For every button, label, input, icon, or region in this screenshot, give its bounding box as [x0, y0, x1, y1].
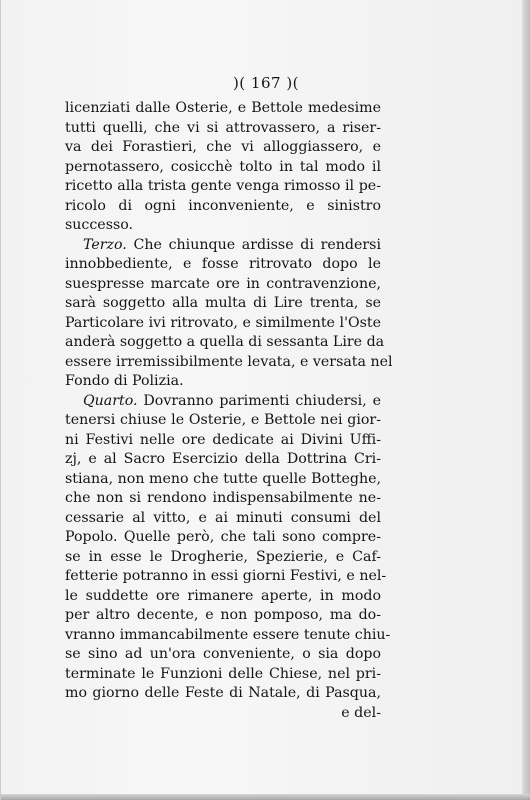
paragraph-quarto-start: Quarto. Dovranno parimenti chiudersi, e	[83, 392, 381, 409]
text-line: sarà soggetto alla multa di Lire trenta, se	[65, 295, 381, 311]
text-line: che non si rendono indispensabilmente ne-	[65, 490, 381, 506]
text-line: Fondo di Polizia.	[65, 373, 184, 389]
page-edge-right	[522, 0, 530, 800]
text-line: pernotassero, cosicchè tolto in tal modo il	[65, 158, 381, 175]
text-line: suespresse marcate ore in contravenzione,	[65, 275, 381, 292]
text-line: stiana, non meno che tutte quelle Botteghe,	[65, 470, 381, 487]
text-line: Popolo. Quelle però, che tali sono compre-	[65, 529, 381, 545]
text-line: per altro decente, e non pomposo, ma do-	[65, 607, 381, 623]
text-line: innobbediente, e fosse ritrovato dopo le	[65, 256, 381, 272]
text-line: cessarie al vitto, e ai minuti consumi del	[65, 509, 381, 526]
page-edge-bottom	[1, 794, 530, 800]
text-line: licenziati dalle Osterie, e Bettole medesime	[65, 100, 381, 116]
text-line: terminate le Funzioni delle Chiese, nel pri-	[65, 665, 381, 682]
text-line: tenersi chiuse le Osterie, e Bettole nei gior-	[65, 412, 381, 428]
text-line: essere irremissibilmente levata, e versata nel	[65, 353, 393, 370]
text-line: se in esse le Drogherie, Spezierie, e Caf-	[65, 548, 381, 565]
text-line: vranno immancabilmente essere tenute chiu-	[65, 626, 391, 643]
text-line: va dei Forastieri, che vi alloggiassero, e	[65, 139, 381, 155]
text-line: zj, e al Sacro Esercizio della Dottrina Cri-	[65, 451, 381, 467]
text-line: ricolo di ogni inconveniente, e sinistro	[65, 197, 381, 214]
text-line: ni Festivi nelle ore dedicate ai Divini Uffi-	[65, 431, 381, 448]
page-number-header: )( 167 )(	[232, 74, 300, 92]
text-line: anderà soggetto a quella di sessanta Lire da	[65, 334, 385, 350]
text-line: successo.	[65, 217, 134, 233]
paragraph-terzo-start: Terzo. Che chiunque ardisse di rendersi	[83, 236, 381, 253]
paragraph-lead-word: Quarto.	[83, 392, 138, 409]
text-line: tutti quelli, che vi si attrovassero, a riser-	[65, 119, 381, 136]
text-line: Particolare ivi ritrovato, e similmente l'Oste	[65, 314, 381, 331]
catchword: e del-	[341, 704, 381, 721]
paragraph-lead-word: Terzo.	[83, 236, 127, 253]
text-line: mo giorno delle Feste di Natale, di Pasqua,	[65, 685, 381, 701]
text-line: le suddette ore rimanere aperte, in modo	[65, 587, 381, 604]
body-text	[65, 99, 393, 723]
text-line: fetterie potranno in essi giorni Festivi, e nel-	[65, 568, 387, 584]
text-line: se sino ad un'ora conveniente, o sia dopo	[65, 646, 381, 662]
text-line: ricetto alla trista gente venga rimosso il pe-	[65, 178, 381, 194]
